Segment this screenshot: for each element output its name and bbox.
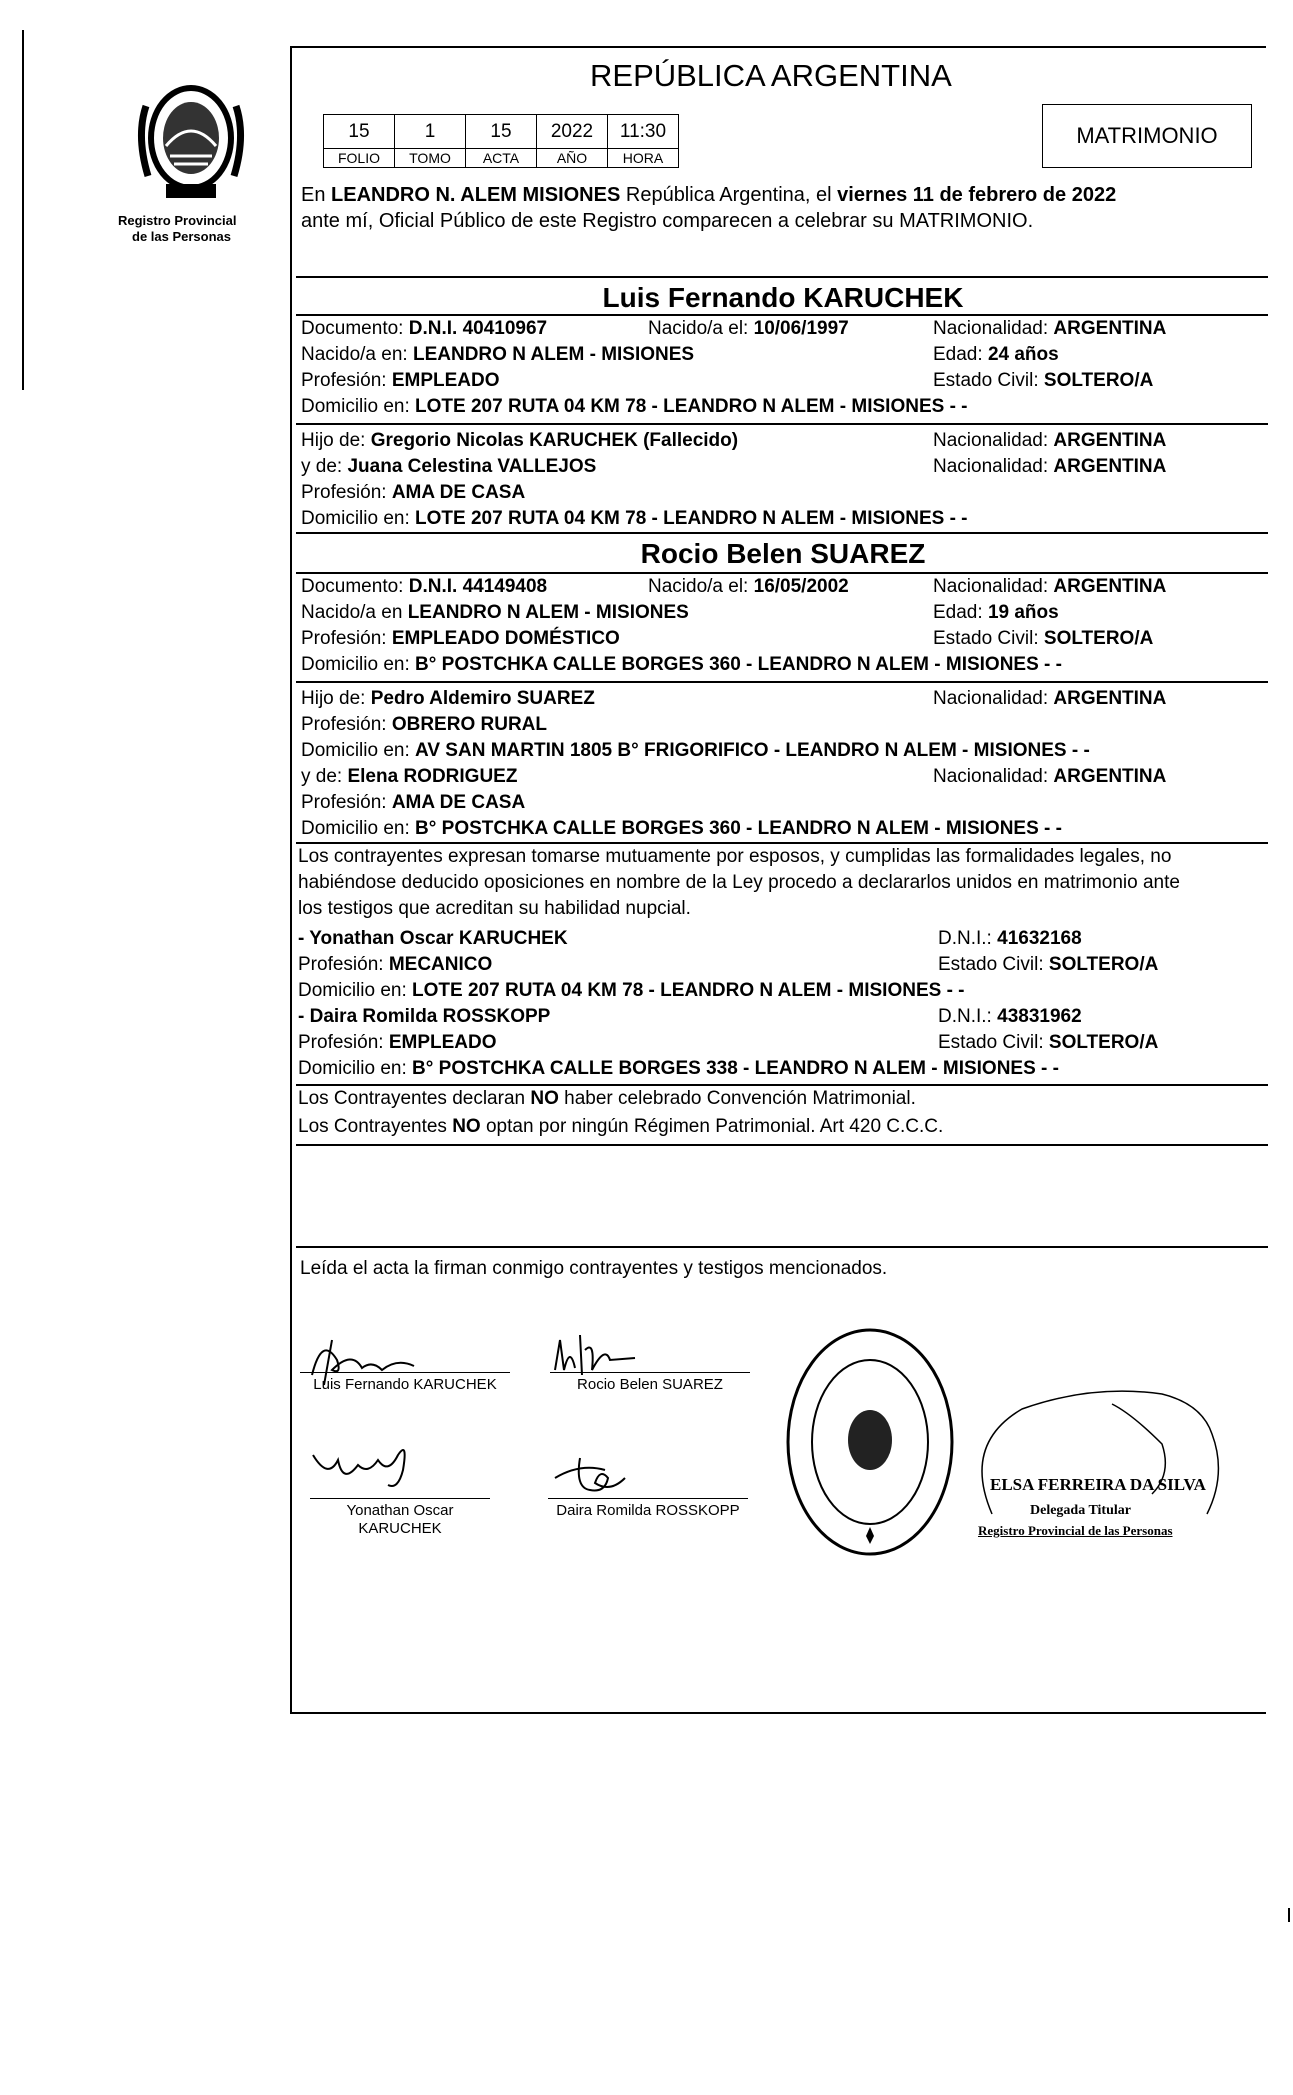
- c2-place: Nacido/a en LEANDRO N ALEM - MISIONES: [301, 602, 689, 623]
- acta-label: ACTA: [466, 149, 537, 168]
- divider: [296, 681, 1268, 683]
- testigo1-name: - Yonathan Oscar KARUCHEK: [298, 928, 568, 949]
- divider: [296, 1144, 1268, 1146]
- divider: [296, 1084, 1268, 1086]
- c1-place: Nacido/a en: LEANDRO N ALEM - MISIONES: [301, 344, 695, 365]
- register-table: [323, 114, 679, 168]
- closing-text: Leída el acta la firman conmigo contrayentes y testigos mencionados.: [300, 1258, 888, 1279]
- intro-place: LEANDRO N. ALEM MISIONES: [331, 184, 621, 206]
- note-regimen: Los Contrayentes NO optan por ningún Régimen Patrimonial. Art 420 C.C.C.: [298, 1116, 944, 1137]
- c2-age: Edad: 19 años: [933, 602, 1059, 623]
- testigo2-dom: Domicilio en: B° POSTCHKA CALLE BORGES 338 - LEANDRO N ALEM - MISIONES - -: [298, 1058, 1059, 1079]
- declaration-line3: los testigos que acreditan su habilidad nupcial.: [298, 898, 691, 919]
- intro-mid: República Argentina, el: [625, 184, 832, 206]
- intro-line1: [301, 184, 1116, 206]
- signature-daira-scribble: [550, 1448, 640, 1498]
- signature-line: [310, 1498, 490, 1499]
- c1-father-nat: Nacionalidad: ARGENTINA: [933, 430, 1167, 451]
- margin-bar: [22, 30, 24, 390]
- signature-name-luis: Luis Fernando KARUCHEK: [313, 1376, 497, 1393]
- official-role: Delegada Titular: [1030, 1503, 1131, 1518]
- logo-caption-line2: de las Personas: [132, 229, 231, 244]
- testigo2-civil: Estado Civil: SOLTERO/A: [938, 1032, 1159, 1053]
- c1-dom: Domicilio en: LOTE 207 RUTA 04 KM 78 - LEANDRO N ALEM - MISIONES - -: [301, 396, 968, 417]
- logo-caption-line1: Registro Provincial: [118, 213, 237, 228]
- folio-value: 15: [324, 115, 395, 149]
- c1-nat: Nacionalidad: ARGENTINA: [933, 318, 1167, 339]
- divider: [296, 532, 1268, 534]
- declaration-line1: Los contrayentes expresan tomarse mutuamente por esposos, y cumplidas las formalidades legales, no: [298, 846, 1172, 867]
- divider: [296, 572, 1268, 574]
- official-name: ELSA FERREIRA DA SILVA: [990, 1475, 1206, 1494]
- contrayente1-name: Luis Fernando KARUCHEK: [602, 282, 964, 313]
- c2-birth: Nacido/a el: 16/05/2002: [648, 576, 849, 597]
- testigo1-dni: D.N.I.: 41632168: [938, 928, 1082, 949]
- anio-value: 2022: [537, 115, 608, 149]
- c2-nat: Nacionalidad: ARGENTINA: [933, 576, 1167, 597]
- divider: [296, 276, 1268, 278]
- contrayente2-name: Rocio Belen SUAREZ: [640, 538, 926, 569]
- anio-label: AÑO: [537, 149, 608, 168]
- divider: [296, 423, 1268, 425]
- act-type-box: MATRIMONIO: [1042, 104, 1252, 168]
- c1-prof: Profesión: EMPLEADO: [301, 370, 500, 391]
- tomo-value: 1: [395, 115, 466, 149]
- margin-tick: [1288, 1908, 1290, 1922]
- official-office: Registro Provincial de las Personas: [978, 1523, 1173, 1538]
- tomo-label: TOMO: [395, 149, 466, 168]
- c2-mother-dom: Domicilio en: B° POSTCHKA CALLE BORGES 360 - LEANDRO N ALEM - MISIONES - -: [301, 818, 1062, 839]
- official-seal: [780, 1322, 960, 1562]
- c1-mother-prof: Profesión: AMA DE CASA: [301, 482, 526, 503]
- c1-parents-dom: Domicilio en: LOTE 207 RUTA 04 KM 78 - LEANDRO N ALEM - MISIONES - -: [301, 508, 968, 529]
- signature-name-yonathan-2: KARUCHEK: [358, 1520, 442, 1537]
- testigo2-dni: D.N.I.: 43831962: [938, 1006, 1082, 1027]
- signature-name-daira: Daira Romilda ROSSKOPP: [556, 1502, 740, 1519]
- document-title: REPÚBLICA ARGENTINA: [590, 58, 952, 93]
- c2-father-prof: Profesión: OBRERO RURAL: [301, 714, 547, 735]
- c2-dom: Domicilio en: B° POSTCHKA CALLE BORGES 360 - LEANDRO N ALEM - MISIONES - -: [301, 654, 1062, 675]
- c2-civil: Estado Civil: SOLTERO/A: [933, 628, 1154, 649]
- folio-label: FOLIO: [324, 149, 395, 168]
- c2-mother-prof: Profesión: AMA DE CASA: [301, 792, 526, 813]
- c2-father-nat: Nacionalidad: ARGENTINA: [933, 688, 1167, 709]
- c2-mother: y de: Elena RODRIGUEZ: [301, 766, 518, 787]
- c1-civil: Estado Civil: SOLTERO/A: [933, 370, 1154, 391]
- intro-date: viernes 11 de febrero de 2022: [837, 184, 1117, 206]
- registro-logo: [126, 76, 256, 204]
- signature-line: [300, 1372, 510, 1373]
- testigo2-name: - Daira Romilda ROSSKOPP: [298, 1006, 551, 1027]
- c1-doc: Documento: D.N.I. 40410967: [301, 318, 548, 339]
- c1-mother: y de: Juana Celestina VALLEJOS: [301, 456, 597, 477]
- intro-line2: ante mí, Oficial Público de este Registro comparecen a celebrar su MATRIMONIO.: [301, 210, 1034, 232]
- c2-doc: Documento: D.N.I. 44149408: [301, 576, 548, 597]
- declaration-line2: habiéndose deducido oposiciones en nombre de la Ley procedo a declararlos unidos en matrimonio ante: [298, 872, 1180, 893]
- hora-label: HORA: [608, 149, 679, 168]
- c1-birth: Nacido/a el: 10/06/1997: [648, 318, 849, 339]
- intro-prefix: En: [301, 184, 326, 206]
- divider: [296, 842, 1268, 844]
- c2-mother-nat: Nacionalidad: ARGENTINA: [933, 766, 1167, 787]
- divider: [296, 1246, 1268, 1248]
- c1-father: Hijo de: Gregorio Nicolas KARUCHEK (Fallecido): [301, 430, 739, 451]
- signature-line: [548, 1498, 748, 1499]
- acta-value: 15: [466, 115, 537, 149]
- hora-value: 11:30: [608, 115, 679, 149]
- testigo1-civil: Estado Civil: SOLTERO/A: [938, 954, 1159, 975]
- testigo1-prof: Profesión: MECANICO: [298, 954, 493, 975]
- divider: [296, 314, 1268, 316]
- c1-mother-nat: Nacionalidad: ARGENTINA: [933, 456, 1167, 477]
- signature-yonathan-scribble: [308, 1440, 428, 1500]
- signature-name-rocio: Rocio Belen SUAREZ: [577, 1376, 723, 1393]
- c2-father: Hijo de: Pedro Aldemiro SUAREZ: [301, 688, 595, 709]
- testigo1-dom: Domicilio en: LOTE 207 RUTA 04 KM 78 - LEANDRO N ALEM - MISIONES - -: [298, 980, 965, 1001]
- c1-age: Edad: 24 años: [933, 344, 1059, 365]
- note-convencion: Los Contrayentes declaran NO haber celebrado Convención Matrimonial.: [298, 1088, 916, 1109]
- c2-father-dom: Domicilio en: AV SAN MARTIN 1805 B° FRIGORIFICO - LEANDRO N ALEM - MISIONES - -: [301, 740, 1090, 761]
- c2-prof: Profesión: EMPLEADO DOMÉSTICO: [301, 628, 620, 649]
- testigo2-prof: Profesión: EMPLEADO: [298, 1032, 497, 1053]
- signature-name-yonathan-1: Yonathan Oscar: [346, 1502, 454, 1519]
- signature-line: [550, 1372, 750, 1373]
